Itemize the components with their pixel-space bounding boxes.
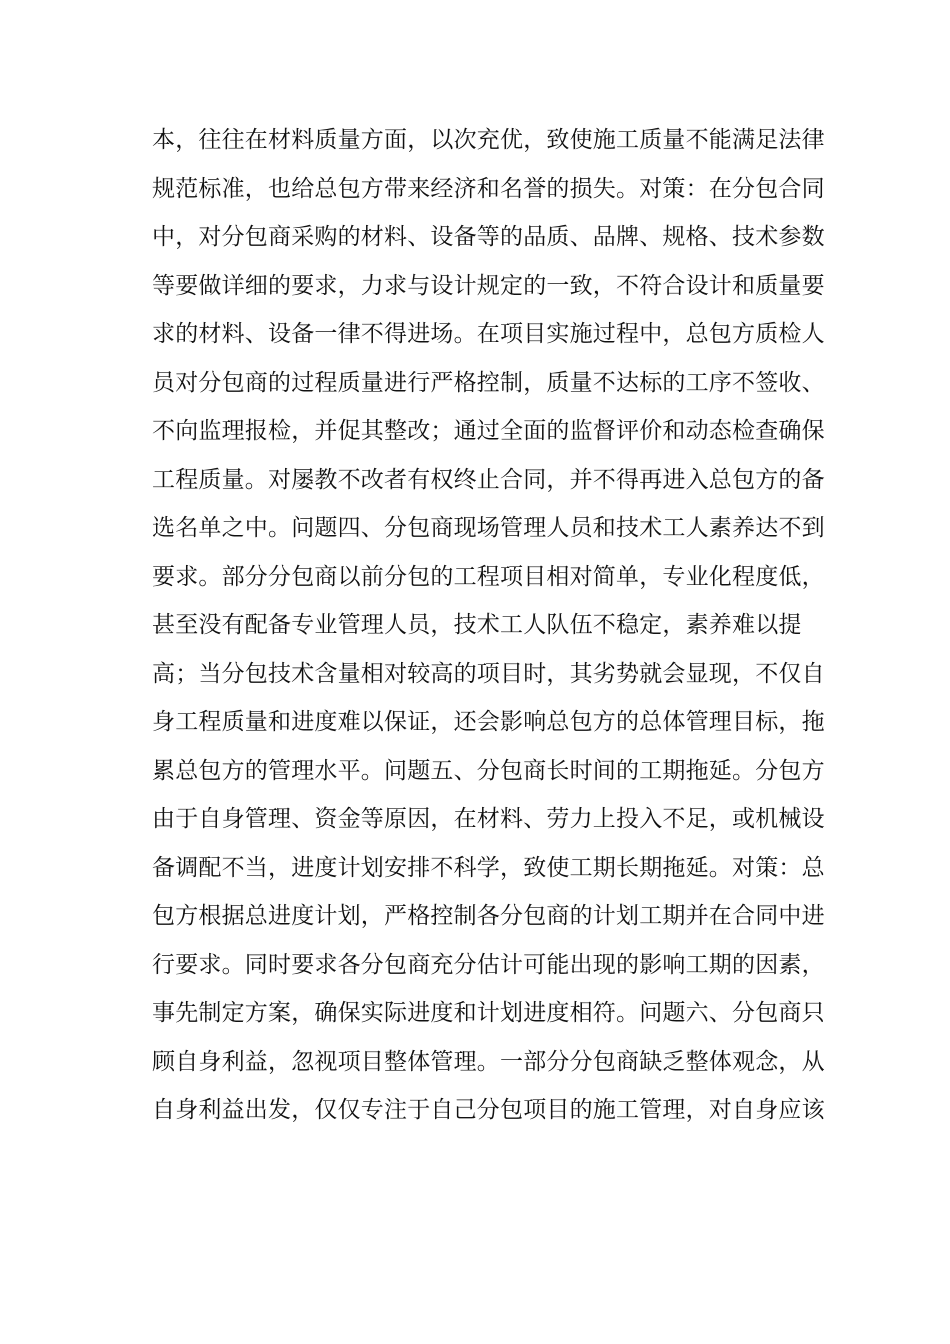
text-line: 求的材料、设备一律不得进场。在项目实施过程中，总包方质检人 xyxy=(152,321,825,347)
text-line: 高；当分包技术含量相对较高的项目时，其劣势就会显现，不仅自 xyxy=(152,660,825,687)
text-line: 本，往往在材料质量方面，以次充优，致使施工质量不能满足法律 xyxy=(152,127,825,153)
text-line: 甚至没有配备专业管理人员，技术工人队伍不稳定，素养难以提 xyxy=(152,612,802,638)
text-line: 累总包方的管理水平。问题五、分包商长时间的工期拖延。分包方 xyxy=(152,757,825,784)
text-line: 要求。部分分包商以前分包的工程项目相对简单，专业化程度低， xyxy=(152,563,825,590)
text-line: 自身利益出发，仅仅专注于自己分包项目的施工管理，对自身应该 xyxy=(152,1097,825,1123)
text-line: 选名单之中。问题四、分包商现场管理人员和技术工人素养达不到 xyxy=(152,515,825,541)
text-line: 顾自身利益，忽视项目整体管理。一部分分包商缺乏整体观念，从 xyxy=(152,1048,825,1075)
text-line: 等要做详细的要求，力求与设计规定的一致，不符合设计和质量要 xyxy=(152,272,825,299)
text-line: 身工程质量和进度难以保证，还会影响总包方的总体管理目标，拖 xyxy=(152,709,825,735)
text-line: 规范标准，也给总包方带来经济和名誉的损失。对策：在分包合同 xyxy=(152,175,825,202)
text-line: 事先制定方案，确保实际进度和计划进度相符。问题六、分包商只 xyxy=(152,1000,825,1026)
text-line: 包方根据总进度计划，严格控制各分包商的计划工期并在合同中进 xyxy=(152,903,825,929)
text-line: 行要求。同时要求各分包商充分估计可能出现的影响工期的因素， xyxy=(152,951,825,978)
text-line: 员对分包商的过程质量进行严格控制，质量不达标的工序不签收、 xyxy=(152,369,825,396)
text-line: 中，对分包商采购的材料、设备等的品质、品牌、规格、技术参数 xyxy=(152,224,825,250)
text-line: 由于自身管理、资金等原因，在材料、劳力上投入不足，或机械设 xyxy=(152,806,825,832)
text-line: 不向监理报检，并促其整改；通过全面的监督评价和动态检查确保 xyxy=(152,418,825,444)
text-line: 备调配不当，进度计划安排不科学，致使工期长期拖延。对策：总 xyxy=(152,854,825,881)
text-line: 工程质量。对屡教不改者有权终止合同，并不得再进入总包方的备 xyxy=(152,466,825,493)
body-paragraph xyxy=(152,116,825,1135)
